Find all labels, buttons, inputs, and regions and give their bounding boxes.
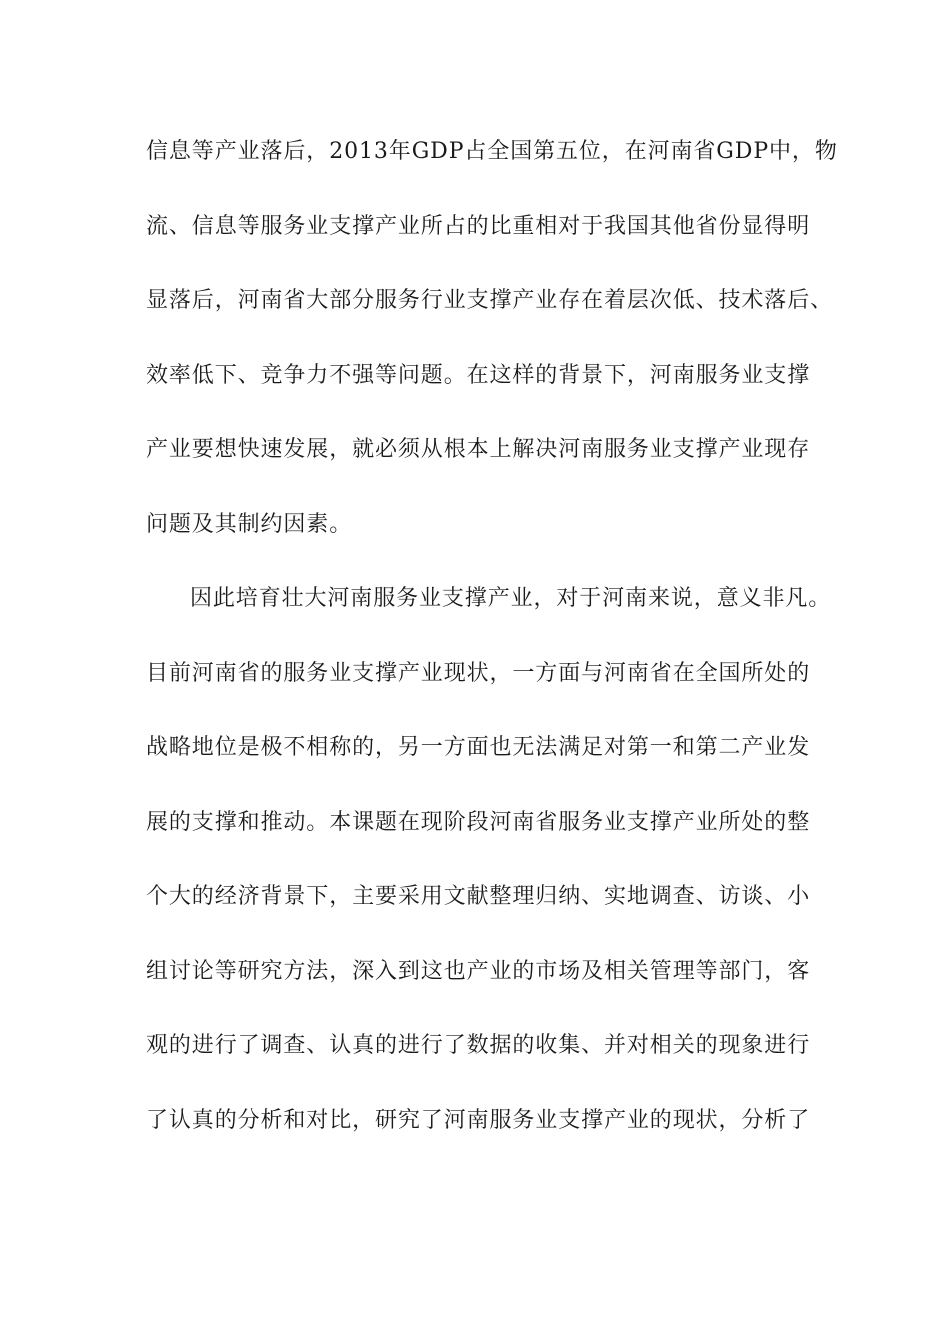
text-line: 流、信息等服务业支撑产业所占的比重相对于我国其他省份显得明 (146, 213, 811, 239)
text-line: 目前河南省的服务业支撑产业现状，一方面与河南省在全国所处的 (146, 660, 811, 686)
body-text (146, 127, 838, 1170)
text-line: 展的支撑和推动。本课题在现阶段河南省服务业支撑产业所处的整 (146, 809, 811, 835)
text-line: 战略地位是极不相称的，另一方面也无法满足对第一和第二产业发 (146, 735, 811, 760)
text-line: 观的进行了调查、认真的进行了数据的收集、并对相关的现象进行 (146, 1033, 811, 1058)
text-line: 问题及其制约因素。 (146, 511, 353, 537)
text-line: 因此培育壮大河南服务业支撑产业，对于河南来说，意义非凡。 (190, 586, 832, 611)
text-line: 了认真的分析和对比，研究了河南服务业支撑产业的现状，分析了 (146, 1107, 811, 1133)
text-line: 显落后，河南省大部分服务行业支撑产业存在着层次低、技术落后、 (146, 288, 834, 313)
paragraph-1 (146, 127, 838, 574)
text-line: 效率低下、竞争力不强等问题。在这样的背景下，河南服务业支撑 (146, 362, 811, 388)
text-line: 信息等产业落后，2013年GDP占全国第五位，在河南省GDP中，物 (146, 139, 838, 164)
paragraph-2 (146, 574, 832, 1170)
text-line: 个大的经济背景下，主要采用文献整理归纳、实地调查、访谈、小 (146, 884, 811, 909)
text-line: 产业要想快速发展，就必须从根本上解决河南服务业支撑产业现存 (146, 437, 811, 462)
text-line: 组讨论等研究方法，深入到这也产业的市场及相关管理等部门，客 (146, 958, 811, 984)
